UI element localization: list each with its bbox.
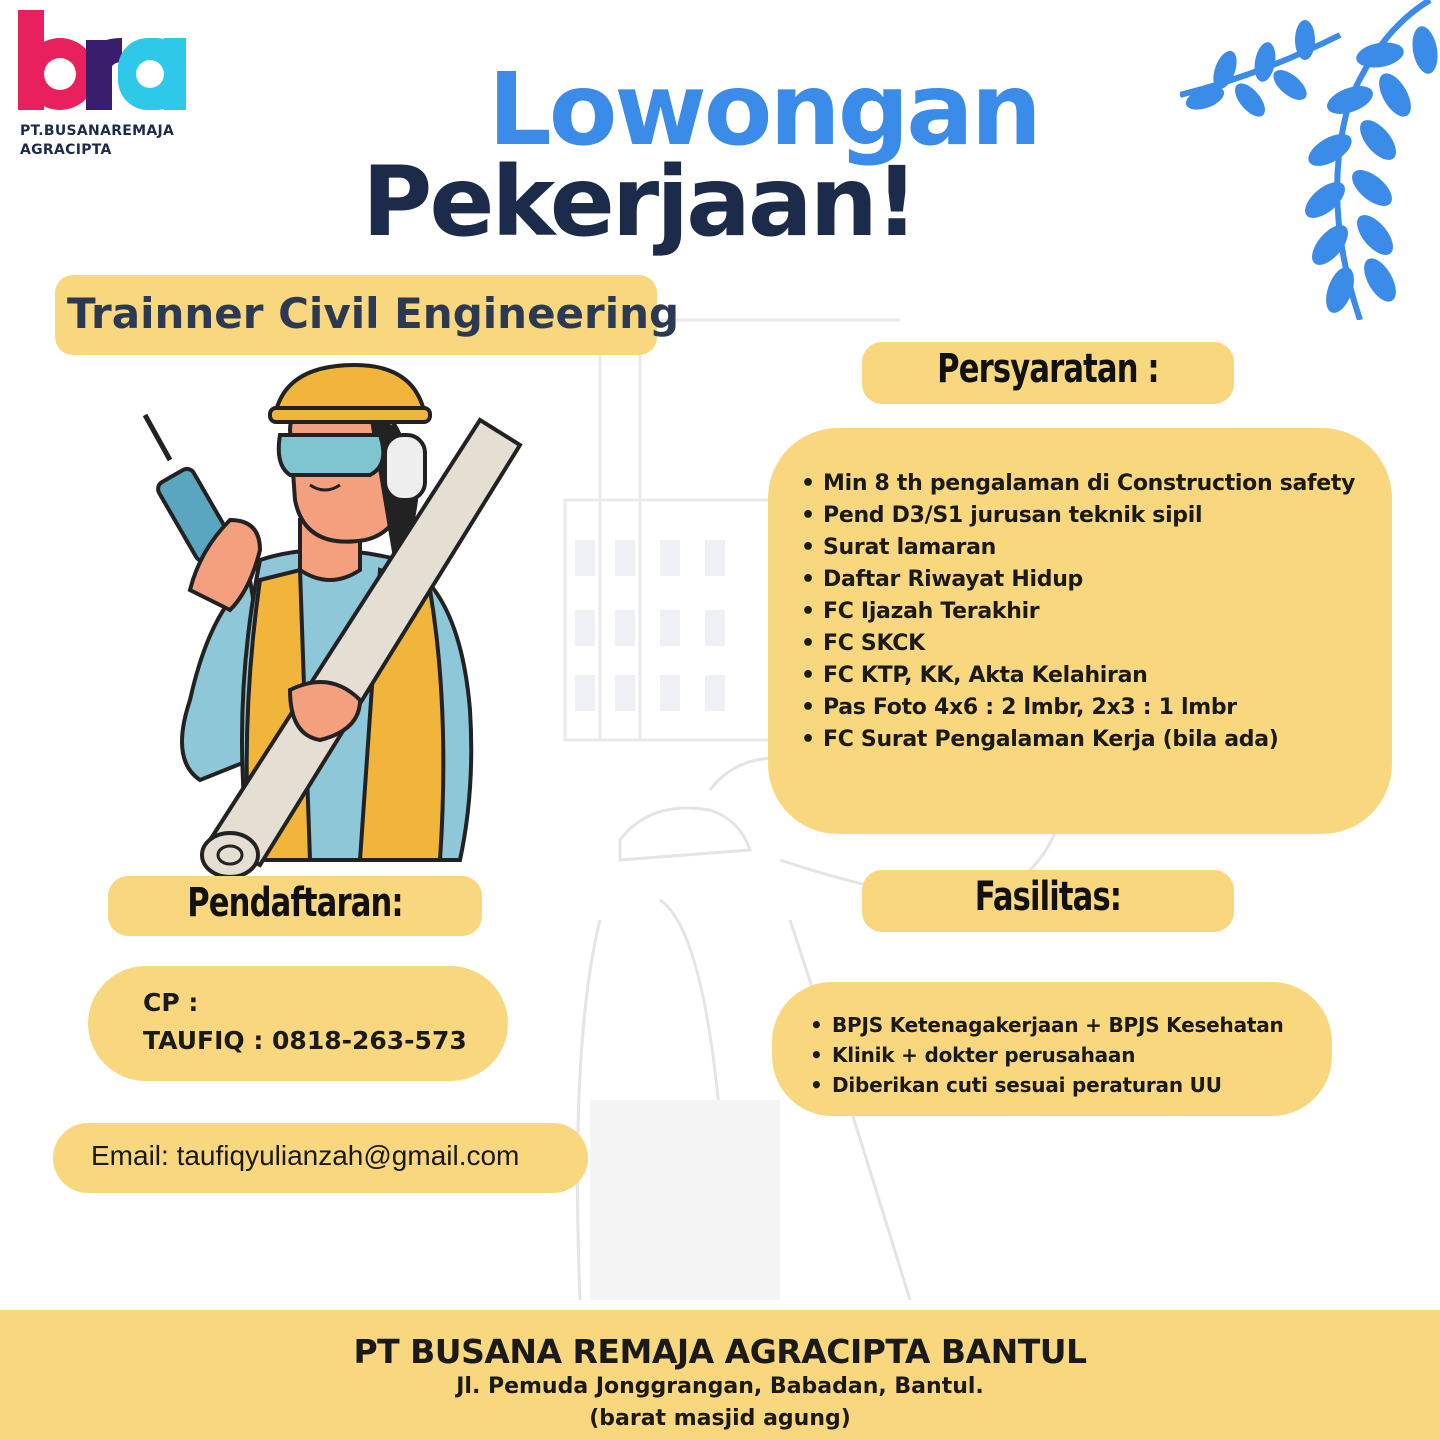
logo-caption-line1: PT.BUSANAREMAJA — [20, 123, 175, 139]
logo-caption-line2: AGRACIPTA — [20, 142, 112, 158]
company-logo — [18, 10, 218, 160]
bra-logo-icon — [18, 10, 188, 110]
list-item: • Min 8 th pengalaman di Construction safety — [823, 468, 1355, 500]
list-item: • Diberikan cuti sesuai peraturan UU — [832, 1070, 1284, 1100]
construction-worker-illustration — [140, 360, 530, 880]
footer-address-note: (barat masjid agung) — [589, 1406, 851, 1431]
contact-phone: TAUFIQ : 0818-263-573 — [143, 1026, 467, 1055]
requirements-list — [823, 468, 1355, 756]
list-item: • Klinik + dokter perusahaan — [832, 1040, 1284, 1070]
registration-heading-pill — [108, 876, 482, 936]
title-lowongan: Lowongan — [488, 51, 1039, 168]
contact-email: Email: taufiqyulianzah@gmail.com — [91, 1140, 520, 1171]
list-item: • Surat lamaran — [823, 532, 1355, 564]
list-item: • FC KTP, KK, Akta Kelahiran — [823, 660, 1355, 692]
list-item: • FC Ijazah Terakhir — [823, 596, 1355, 628]
footer-address: Jl. Pemuda Jonggrangan, Babadan, Bantul. — [456, 1374, 984, 1399]
list-item: • Pas Foto 4x6 : 2 lmbr, 2x3 : 1 lmbr — [823, 692, 1355, 724]
facilities-heading: Fasilitas: — [974, 874, 1122, 920]
footer-band — [0, 1310, 1440, 1440]
leaf-branch-icon — [1180, 0, 1440, 320]
list-item: • BPJS Ketenagakerjaan + BPJS Kesehatan — [832, 1010, 1284, 1040]
email-box — [53, 1123, 588, 1193]
list-item: • FC Surat Pengalaman Kerja (bila ada) — [823, 724, 1355, 756]
job-title: Trainner Civil Engineering — [67, 289, 680, 338]
requirements-box — [768, 428, 1392, 834]
list-item: • FC SKCK — [823, 628, 1355, 660]
registration-heading: Pendaftaran: — [187, 880, 403, 926]
facilities-list — [832, 1010, 1284, 1100]
facilities-heading-pill — [862, 870, 1234, 932]
title-pekerjaan: Pekerjaan! — [362, 146, 916, 258]
contact-label: CP : — [143, 988, 199, 1017]
requirements-heading-pill — [862, 342, 1234, 404]
requirements-heading: Persyaratan : — [937, 346, 1159, 392]
list-item: • Pend D3/S1 jurusan teknik sipil — [823, 500, 1355, 532]
list-item: • Daftar Riwayat Hidup — [823, 564, 1355, 596]
job-title-pill — [55, 275, 680, 355]
facilities-box — [772, 982, 1332, 1116]
footer-company-name: PT BUSANA REMAJA AGRACIPTA BANTUL — [353, 1332, 1087, 1371]
contact-box — [88, 966, 508, 1081]
